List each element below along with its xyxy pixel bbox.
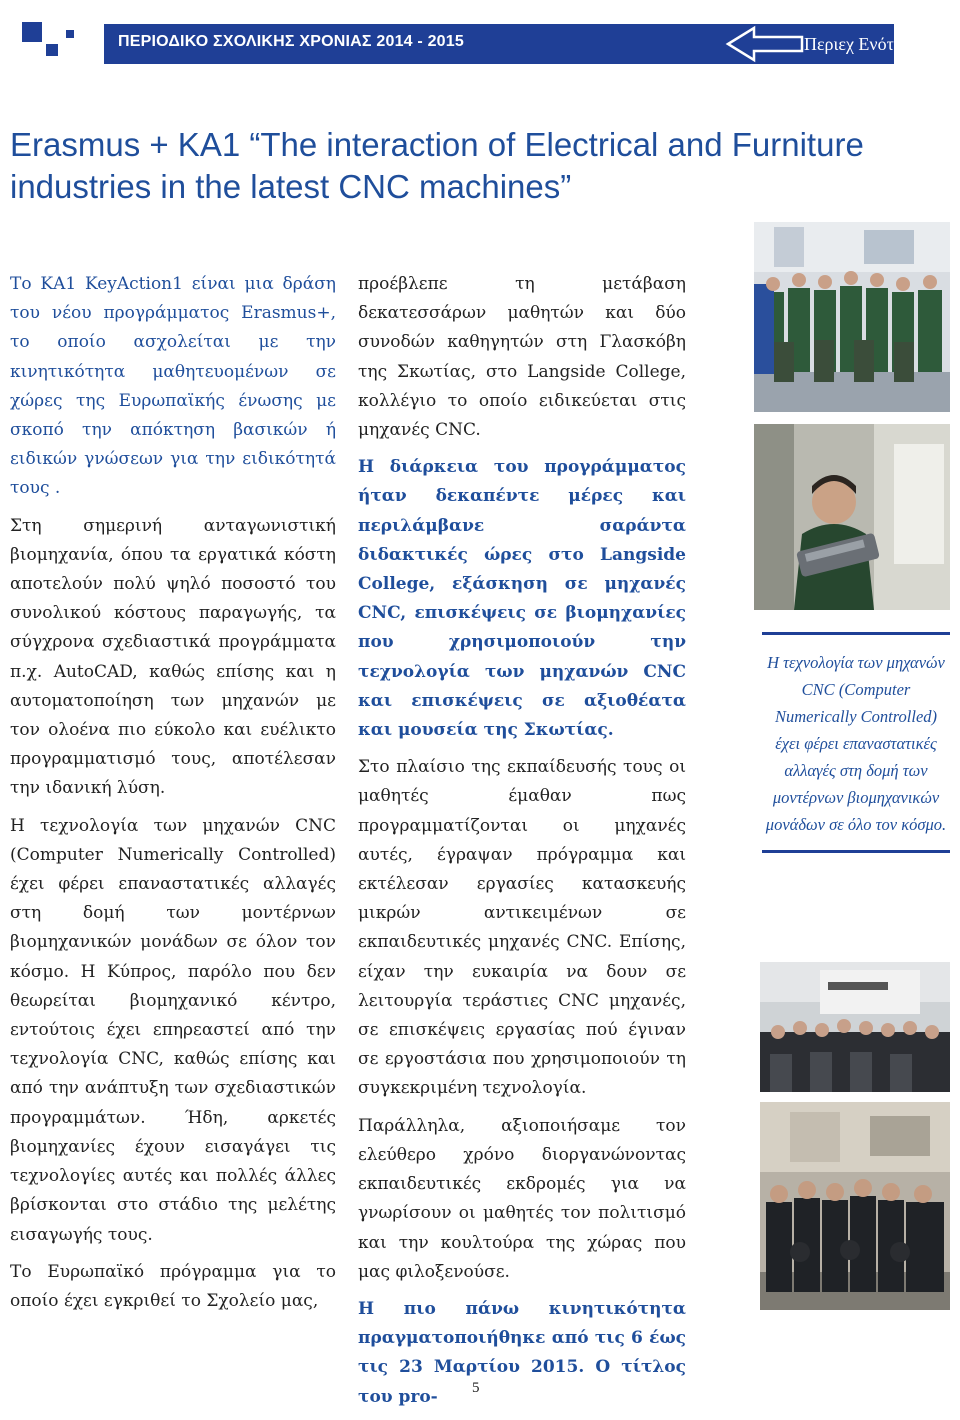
- highlight-paragraph: Η διάρκεια του προγράμματος ήταν δεκαπέντε μέρες και περιλάμβανε σαράντα διδακτικές ώρες στο Langside College, εξάσκηση σε μηχανές CNC, επισκέψεις σε βιομηχανίες που χρησιμοποιούν την τεχνολογία των μηχανών CNC και επισκέψεις σε αξιοθέατα και μουσεία της Σκωτίας.: [358, 457, 686, 741]
- left-arrow-icon[interactable]: [724, 24, 804, 64]
- body-paragraph: Το Ευρωπαϊκό πρόγραμμα για το οποίο έχει εγκριθεί το Σχολείο μας,: [10, 1261, 336, 1311]
- article-column-1: [10, 270, 336, 1324]
- intro-paragraph: Το ΚΑ1 KeyAction1 είναι μια δράση του νέου προγράμματος Erasmus+, το οποίο ασχολείται με την κινητικότητα μαθητευομένων σε χώρες της Ευρωπαϊκής ένωσης με σκοπό την απόκτηση βασικών ή ειδικών γνώσεων για την ειδικότητά τους .: [10, 274, 336, 499]
- article-title: Erasmus + KA1 “The interaction of Electrical and Furniture industries in the latest CNC machines”: [10, 126, 864, 205]
- pull-quote: Η τεχνολογία των μηχανών CNC (Computer Numerically Controlled) έχει φέρει επαναστατικές αλλαγές στη δομή των μοντέρνων βιομηχανικών μονάδων σε όλο τον κόσμο.: [762, 632, 950, 853]
- photo-group-lab: [754, 222, 950, 412]
- page-header: [0, 0, 960, 92]
- body-paragraph: Στη σημερινή ανταγωνιστική βιομηχανία, όπου τα εργατικά κόστη αποτελούν πολύ ψηλό ποσοστό του συνολικού κόστους παραγωγής, τα σύγχρονα σχεδιαστικά προγράμματα π.χ. AutoCAD, καθώς επίσης και η αυτοματοποίηση των μηχανών με τον ολοένα πιο εύκολο και ευέλικτο προγραμματισμό τους, αποτέλεσαν την ιδανική λύση.: [10, 515, 336, 799]
- toc-link[interactable]: Περιεχ Ενότητας: [804, 34, 928, 54]
- body-paragraph: Παράλληλα, αξιοποιήσαμε τον ελεύθερο χρόνο διοργανώνοντας εκπαιδευτικές εκδρομές για να γνωρίσουν οι μαθητές τον πολιτισμό και την κουλτούρα της χώρας που μας φιλοξενούσε.: [358, 1115, 686, 1282]
- logo-square-small: [46, 44, 58, 56]
- article-column-2: [358, 270, 686, 1420]
- photo-student-workpiece: [754, 424, 950, 610]
- page-number: 5: [472, 1380, 480, 1396]
- body-paragraph: προέβλεπε τη μετάβαση δεκατεσσάρων μαθητών και δύο συνοδών καθηγητών στη Γλασκόβη της Σκωτίας, στο Langside College, κολλέγιο το οποίο ειδικεύεται στις μηχανές CNC.: [358, 274, 686, 441]
- highlight-paragraph: Η πιο πάνω κινητικότητα πραγματοποιήθηκε από τις 6 έως τις 23 Μαρτίου 2015. Ο τίτλος του pro-: [358, 1298, 686, 1407]
- logo-square-large: [22, 22, 42, 42]
- photo-group-indoors: [760, 1102, 950, 1310]
- photo-group-machine: [760, 962, 950, 1092]
- body-paragraph: Στο πλαίσιο της εκπαίδευσής τους οι μαθητές έμαθαν πως προγραμματίζονται οι μηχανές αυτές, έγραψαν πρόγραμμα και εκτέλεσαν εργασίες κατασκευής μικρών αντικειμένων σε εκπαιδευτικές μηχανές CNC. Επίσης, είχαν την ευκαιρία να δουν σε λειτουργία τεράστιες CNC μηχανές, σε επισκέψεις εργασίας πού έγιναν σε εργοστάσια που χρησιμοποιούν τη συγκεκριμένη τεχνολογία.: [358, 757, 686, 1099]
- body-paragraph: Η τεχνολογία των μηχανών CNC (Computer Numerically Controlled) έχει φέρει επαναστατικές αλλαγές στη δομή των μοντέρνων βιομηχανικών μονάδων σε όλον τον κόσμο. Η Κύπρος, παρόλο που δεν θεωρείται βιομηχανικό κέντρο, εντούτοις έχει επηρεαστεί από την τεχνολογία CNC, καθώς επίσης και από την ανάπτυξη των σχεδιαστικών προγραμμάτων. Ήδη, αρκετές βιομηχανίες έχουν εισαγάγει τις τεχνολογίες αυτές και πολλές άλλες βρίσκονται στο στάδιο της μελέτης εισαγωγής τους.: [10, 815, 336, 1245]
- logo-square-small-2: [66, 30, 74, 38]
- magazine-title: ΠΕΡΙΟΔΙΚΟ ΣΧΟΛΙΚΗΣ ΧΡΟΝΙΑΣ 2014 - 2015: [118, 33, 464, 50]
